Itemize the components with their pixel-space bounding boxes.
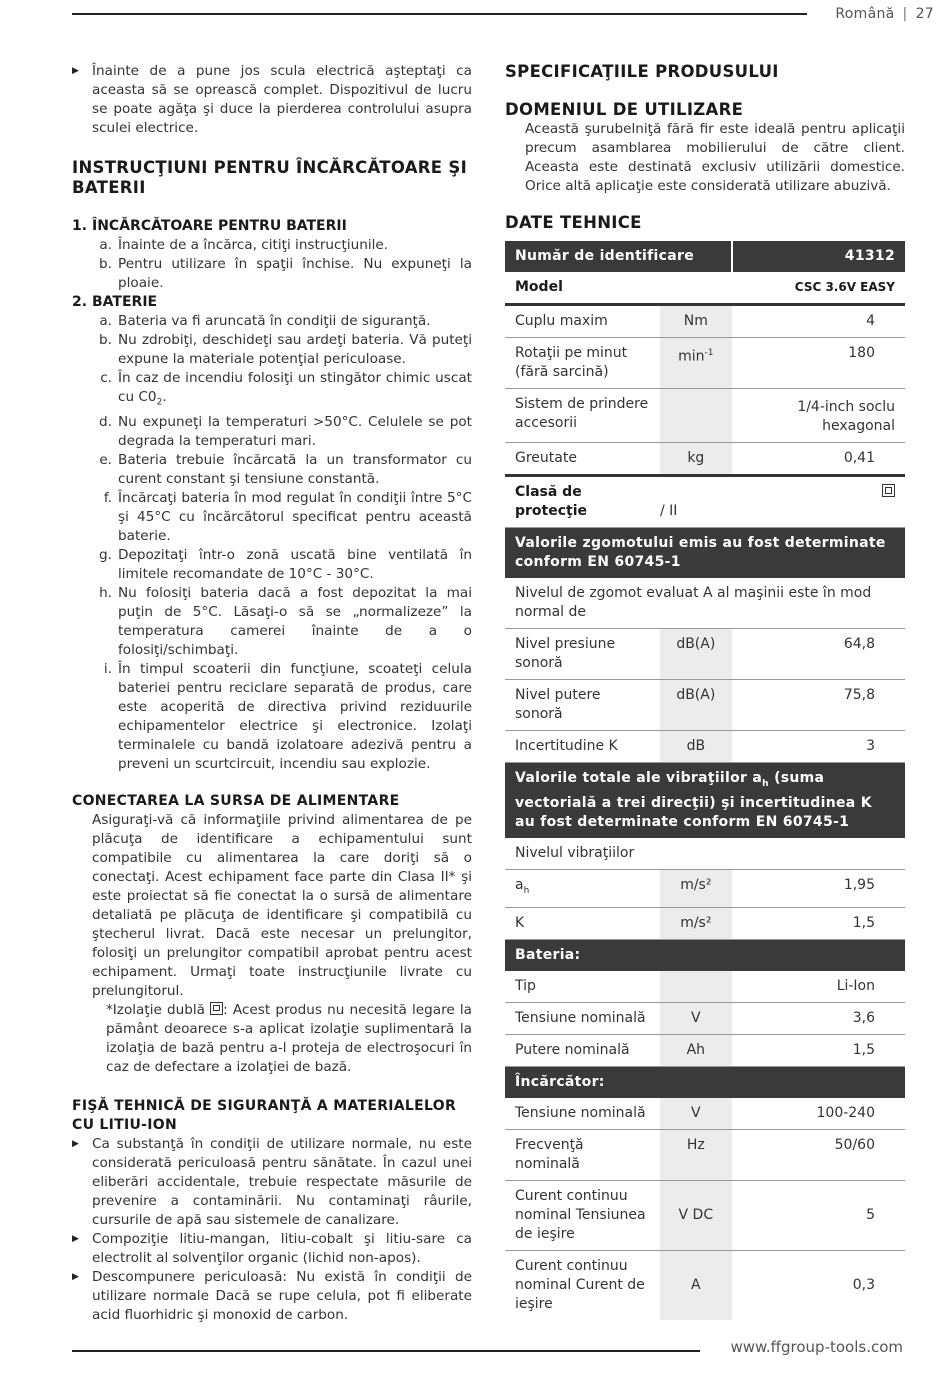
spec-value: Li-Ion xyxy=(732,971,905,1003)
intended-use-text: Această şurubelniţă fără fir este ideală pentru aplicaţii precum asamblarea mobilierului de către client. Aceasta este destinată exclusiv utilizării domestice. Orice altă aplicaţie este considerată utilizare abuzivă. xyxy=(525,121,905,194)
spec-value: 64,8 xyxy=(732,629,905,680)
spec-row xyxy=(505,629,905,680)
list-item xyxy=(72,331,472,369)
spec-label: Frecvenţă nominală xyxy=(505,1129,660,1180)
spec-row xyxy=(505,869,905,907)
id-label: Număr de identificare xyxy=(505,241,732,272)
charger-instructions-title: INSTRUCŢIUNI PENTRU ÎNCĂRCĂTOARE ŞI BATERII xyxy=(72,158,468,197)
model-row xyxy=(505,272,905,305)
list-marker: b. xyxy=(99,332,112,348)
list-item xyxy=(72,584,472,660)
power-supply-text: Asiguraţi-vă că informaţiile privind alimentarea de pe plăcuţa de identificare a echipamentului sunt compatibile cu alimentarea la care doriţi să o conectaţi. Acest echipament face parte din Clasa II* şi este proiectat să fie conectat la o sursă de alimentare detaliată pe plăcuţa de identificare şi compatibilă cu ştecherul livrat. Dacă este necesar un prelungitor, folosiţi un prelungitor compatibil aprobat pentru acest echipament. Urmaţi toate instrucţiunile livrate cu prelungitorul. xyxy=(92,811,472,999)
section-header xyxy=(505,763,905,838)
triangle-bullet-icon: ▶ xyxy=(72,1271,79,1282)
intro-bullet: ▶ Înainte de a pune jos scula electrică aşteptaţi ca aceasta să se oprească complet. Dispozitivul de lucru se poate agăţa şi duce la pierderea controlului asupra sculei electrice. xyxy=(72,63,472,136)
spec-row xyxy=(505,971,905,1003)
language-label: Română xyxy=(835,6,895,22)
spec-row xyxy=(505,731,905,763)
product-specs-title: SPECIFICAŢIILE PRODUSULUI xyxy=(505,62,779,81)
list-marker: b. xyxy=(99,256,112,272)
spec-value: 100-240 xyxy=(732,1098,905,1130)
id-row xyxy=(505,241,905,272)
list-text: Pentru utilizare în spaţii închise. Nu expuneţi la ploaie. xyxy=(118,256,472,291)
msds-title: FIŞĂ TEHNICĂ DE SIGURANŢĂ A MATERIALELOR CU LITIU-ION xyxy=(72,1097,457,1133)
list-text: Nu expuneţi la temperaturi >50°C. Celulele se pot degrada la temperaturi mari. xyxy=(118,413,472,449)
spec-unit xyxy=(660,971,732,1003)
spec-row xyxy=(505,338,905,389)
protection-value: / II xyxy=(660,476,905,528)
bullet-text: Ca substanţă în condiţii de utilizare normale, nu este considerată periculoasă pentru sănătate. În cazul unei eliberări accidentale, trebuie respectate măsurile de prevenire a contaminării. Nu contaminaţi râurile, cursurile de apă sau sistemele de canalizare. xyxy=(92,1135,472,1228)
spec-row xyxy=(505,907,905,939)
list-text: În caz de incendiu folosiţi un stingător chimic uscat cu $C0_2$. xyxy=(118,370,472,408)
spec-value: 3,6 xyxy=(732,1002,905,1034)
list-item xyxy=(72,236,472,255)
list-item xyxy=(72,312,472,331)
spec-row xyxy=(505,1002,905,1034)
spec-value: 3 xyxy=(732,731,905,763)
list-marker: i. xyxy=(103,660,112,677)
triangle-bullet-icon: ▶ xyxy=(72,66,79,76)
protection-row xyxy=(505,476,905,528)
spec-value: 180 xyxy=(732,338,905,389)
noise-header: Valorile zgomotului emis au fost determinate conform EN 60745-1 xyxy=(505,528,905,579)
noise-intro: Nivelul de zgomot evaluat A al maşinii este în mod normal de xyxy=(505,578,905,629)
spec-unit: Hz xyxy=(660,1129,732,1180)
section-header xyxy=(505,1066,905,1098)
spec-row xyxy=(505,443,905,476)
list-text: Înainte de a încărca, citiţi instrucţiunile. xyxy=(118,237,389,253)
header-rule xyxy=(72,13,807,15)
vibration-header: Valorile totale ale vibraţiilor $a_h$ (suma vectorială a trei direcţii) şi incertitudinea K au fost determinate conform EN 60745-1 xyxy=(505,763,905,838)
spec-unit: dB xyxy=(660,731,732,763)
power-supply-title: CONECTAREA LA SURSA DE ALIMENTARE xyxy=(72,792,400,809)
list-marker: a. xyxy=(99,237,112,253)
spec-label: Curent continuu nominal Curent de ieşire xyxy=(515,1257,645,1312)
spec-value: 50/60 xyxy=(732,1129,905,1180)
spec-label: Nivel putere sonoră xyxy=(505,680,660,731)
technical-data-title: DATE TEHNICE xyxy=(505,213,642,232)
list-text: Depozitaţi într-o zonă uscată bine ventilată în limitele recomandate de 10°C - 30°C. xyxy=(118,546,472,582)
protection-label: Clasă de protecţie xyxy=(505,476,660,528)
list-marker: c. xyxy=(100,370,112,386)
spec-unit: V xyxy=(660,1002,732,1034)
spec-row xyxy=(505,305,905,338)
list-marker: h. xyxy=(99,584,112,601)
spec-unit: dB(A) xyxy=(660,629,732,680)
spec-unit: m/s² xyxy=(660,907,732,939)
double-insulation-icon xyxy=(210,1002,223,1015)
spec-label: Nivel presiune sonoră xyxy=(505,629,660,680)
intended-use-title: DOMENIUL DE UTILIZARE xyxy=(505,100,744,119)
bullet-text: Compoziţie litiu-mangan, litiu-cobalt şi litiu-sare ca electrolit al solvenţilor organic (lichid non-apos). xyxy=(92,1230,472,1266)
list-marker: f. xyxy=(103,489,112,506)
id-value: 41312 xyxy=(732,241,905,272)
vibration-intro: Nivelul vibraţiilor xyxy=(505,838,905,870)
double-insulation-note: *Izolaţie dublă : Acest produs nu necesită legare la pământ deoarece s-a aplicat izolaţie suplimentară la izolaţia de bază pentru a-l proteja de electroşocuri în caz de defectare a izolaţiei de bază. xyxy=(106,1001,472,1075)
spec-value: 75,8 xyxy=(732,680,905,731)
spec-unit: Ah xyxy=(660,1034,732,1066)
footer-url: www.ffgroup-tools.com xyxy=(730,1338,903,1356)
charger-section xyxy=(72,217,472,774)
bullet-text: Descompunere periculoasă: Nu există în condiţii de utilizare normale Dacă se rupe celula, pot fi eliberate acid fluorhidric şi monoxid de carbon. xyxy=(92,1268,472,1323)
spec-row xyxy=(505,1098,905,1130)
spec-row xyxy=(505,1034,905,1066)
list-text: În timpul scoaterii din funcţiune, scoateţi celula bateriei pentru reciclare separată de produs, care este acoperită de directiva privind reziduurile echipamentelor electrice şi electronice. Izolaţi terminalele cu bandă izolatoare adezivă pentru a preveni un scurtcircuit, incendiu sau explozie. xyxy=(118,660,472,772)
spec-row xyxy=(505,680,905,731)
spec-unit: dB(A) xyxy=(660,680,732,731)
list-item xyxy=(72,546,472,584)
spec-value: 0,41 xyxy=(732,443,905,476)
spec-value: 1,5 xyxy=(732,1034,905,1066)
section-list xyxy=(72,312,472,774)
list-marker: a. xyxy=(99,313,112,329)
spec-label: K xyxy=(505,907,660,939)
spec-label: Cuplu maxim xyxy=(505,305,660,338)
spec-label: Tip xyxy=(505,971,660,1003)
list-text: Încărcaţi bateria în mod regulat în condiţii între 5°C şi 45°C cu încărcătorul specificat pentru această baterie. xyxy=(118,489,472,544)
intro-row xyxy=(505,838,905,870)
spec-unit: A xyxy=(660,1250,732,1320)
section-header xyxy=(505,528,905,579)
spec-value: 5 xyxy=(732,1180,905,1250)
list-text: Bateria trebuie încărcată la un transformator cu curent constant şi tensiune constantă. xyxy=(118,451,472,487)
list-text: Bateria va fi aruncată în condiţii de siguranţă. xyxy=(118,313,431,329)
spec-unit: m/s² xyxy=(660,869,732,907)
section-heading: 1. ÎNCĂRCĂTOARE PENTRU BATERII xyxy=(72,218,347,234)
msds-bullet xyxy=(72,1135,472,1230)
msds-bullet xyxy=(72,1230,472,1268)
model-label: Model xyxy=(505,272,732,305)
spec-unit: $\min^{-1}$ xyxy=(660,338,732,389)
list-item xyxy=(72,413,472,451)
model-value: CSC 3.6V EASY xyxy=(732,272,905,305)
spec-value: 1,95 xyxy=(732,869,905,907)
page-header xyxy=(835,6,934,22)
triangle-bullet-icon: ▶ xyxy=(72,1138,79,1149)
list-item xyxy=(72,489,472,546)
list-item xyxy=(72,369,472,413)
header-separator: | xyxy=(902,6,908,22)
list-text: Nu zdrobiţi, deschideţi sau ardeţi bateria. Vă puteţi expune la materiale potenţial periculoase. xyxy=(118,332,472,367)
spec-value: 0,3 xyxy=(852,1276,875,1293)
double-insulation-icon xyxy=(882,484,895,497)
spec-row xyxy=(505,1180,905,1250)
list-marker: e. xyxy=(99,451,112,468)
spec-label: $a_h$ xyxy=(505,869,660,907)
list-marker: g. xyxy=(99,546,112,563)
right-column xyxy=(505,62,905,1320)
footer-rule xyxy=(72,1350,700,1352)
spec-unit: V DC xyxy=(660,1180,732,1250)
section-heading: 2. BATERIE xyxy=(72,294,158,310)
list-item xyxy=(72,451,472,489)
left-column xyxy=(72,62,472,1325)
msds-list xyxy=(72,1135,472,1325)
spec-unit: kg xyxy=(660,443,732,476)
spec-label: Sistem de prindere accesorii xyxy=(505,389,660,443)
spec-value: 1,5 xyxy=(732,907,905,939)
list-marker: d. xyxy=(99,413,112,430)
technical-data-table xyxy=(505,241,905,1320)
spec-label: Tensiune nominală xyxy=(505,1098,660,1130)
triangle-bullet-icon: ▶ xyxy=(72,1233,79,1244)
list-text: Nu folosiţi bateria dacă a fost depozitat la mai puţin de 5°C. Lăsaţi-o să se „normalizeze” la temperatura camerei înainte de a o folosiţi/schimbaţi. xyxy=(118,584,472,658)
spec-label: Rotaţii pe minut (fără sarcină) xyxy=(505,338,660,389)
spec-value: 1/4-inch soclu hexagonal xyxy=(732,389,905,443)
spec-label: Putere nominală xyxy=(505,1034,660,1066)
spec-row xyxy=(505,389,905,443)
spec-row xyxy=(505,1129,905,1180)
spec-label: Curent continuu nominal Tensiunea de ieşire xyxy=(505,1180,660,1250)
list-item xyxy=(72,660,472,774)
spec-unit: V xyxy=(660,1098,732,1130)
spec-unit: Nm xyxy=(660,305,732,338)
spec-row xyxy=(505,1250,905,1320)
page-number: 27 xyxy=(915,6,934,22)
section-list xyxy=(72,236,472,293)
spec-label: Greutate xyxy=(505,443,660,476)
spec-label: Tensiune nominală xyxy=(505,1002,660,1034)
spec-value: 4 xyxy=(732,305,905,338)
list-item xyxy=(72,255,472,293)
charger-header: Încărcător: xyxy=(505,1066,905,1098)
intro-row xyxy=(505,578,905,629)
section-header xyxy=(505,939,905,971)
battery-header: Bateria: xyxy=(505,939,905,971)
spec-label: Incertitudine K xyxy=(505,731,660,763)
msds-bullet xyxy=(72,1268,472,1325)
